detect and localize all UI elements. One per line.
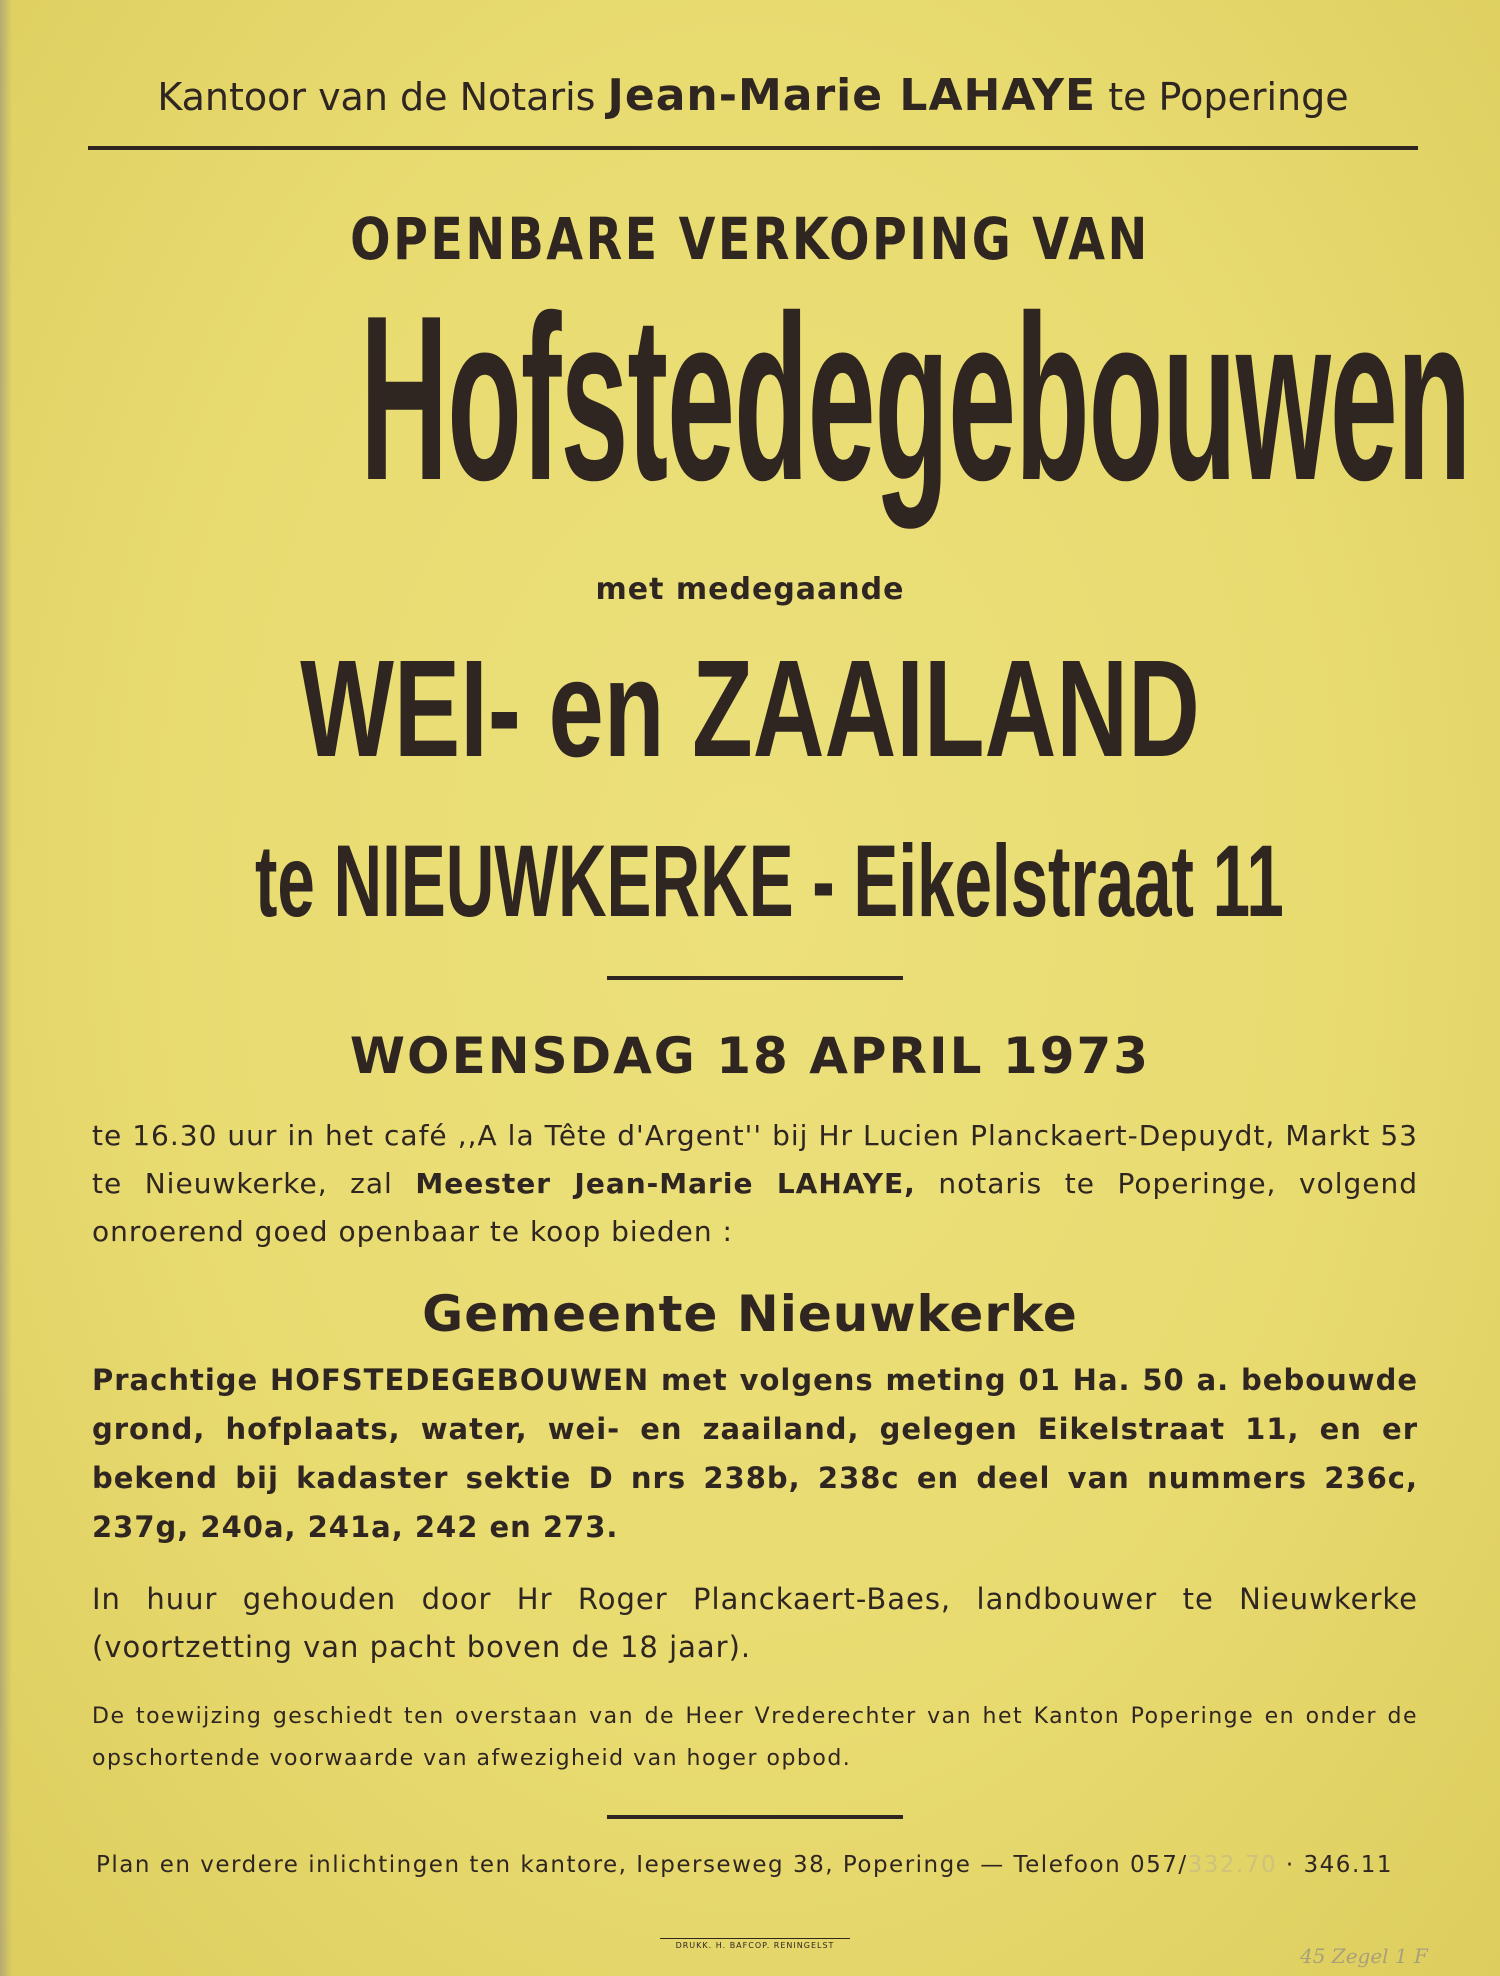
headline-openbare: OPENBARE VERKOPING VAN	[350, 205, 1150, 273]
conditions-paragraph: De toewijzing geschiedt ten overstaan van de Heer Vrederechter van het Kanton Poperinge en onder de opschortende voorwaarde van afwezigheid van hoger opbod.	[92, 1704, 1418, 1771]
divider-bottom	[607, 1815, 903, 1819]
pencil-annotation: 45 Zegel 1 F	[1300, 1944, 1428, 1968]
intro-notary: Meester Jean-Marie LAHAYE,	[415, 1167, 916, 1200]
paper-edge	[0, 0, 12, 1976]
footer-smudged-number: 332.70	[1187, 1852, 1278, 1878]
intro-text-2: notaris te Poperinge, volgend onroerend goed openbaar te koop bieden :	[92, 1167, 1418, 1248]
intro-paragraph	[92, 1112, 1418, 1256]
header-rule	[88, 146, 1418, 150]
header-suffix: te Poperinge	[1108, 75, 1349, 119]
header-prefix: Kantoor van de Notaris	[157, 75, 596, 119]
property-description: Prachtige HOFSTEDEGEBOUWEN met volgens meting 01 Ha. 50 a. bebouwde grond, hofplaats, water, wei- en zaailand, gelegen Eikelstraat 11, en er bekend bij kadaster sektie D nrs 238b, 238c en deel van nummers 236c, 237g, 240a, 241a, 242 en 273.	[92, 1363, 1418, 1544]
footer-phone-tail: · 346.11	[1285, 1852, 1394, 1878]
intro-text-1: te 16.30 uur in het café ,,A la Tête d'Argent'' bij Hr Lucien Planckaert-Depuydt, Markt 53 te Nieuwkerke, zal	[92, 1119, 1418, 1200]
divider-top	[607, 976, 903, 980]
headline-main: Hofstedegebouwen	[360, 266, 1471, 529]
section-title: Gemeente Nieuwkerke	[422, 1285, 1078, 1343]
footer-text: Plan en verdere inlichtingen ten kantore, Ieperseweg 38, Poperinge — Telefoon 057/	[96, 1852, 1188, 1878]
footer-contact	[96, 1852, 1426, 1878]
lease-paragraph: In huur gehouden door Hr Roger Planckaert-Baes, landbouwer te Nieuwkerke (voortzetting van pacht boven de 18 jaar).	[92, 1582, 1418, 1664]
notary-name: Jean-Marie LAHAYE	[607, 70, 1097, 121]
headline-location: te NIEUWKERKE - Eikelstraat 11	[254, 824, 1284, 938]
headline-met: met medegaande	[595, 572, 905, 607]
notary-header	[88, 70, 1418, 121]
headline-land: WEI- en ZAAILAND	[300, 632, 1200, 786]
printer-credit: DRUKK. H. BAFCOP. RENINGELST	[660, 1938, 850, 1950]
auction-date: WOENSDAG 18 APRIL 1973	[349, 1027, 1151, 1085]
